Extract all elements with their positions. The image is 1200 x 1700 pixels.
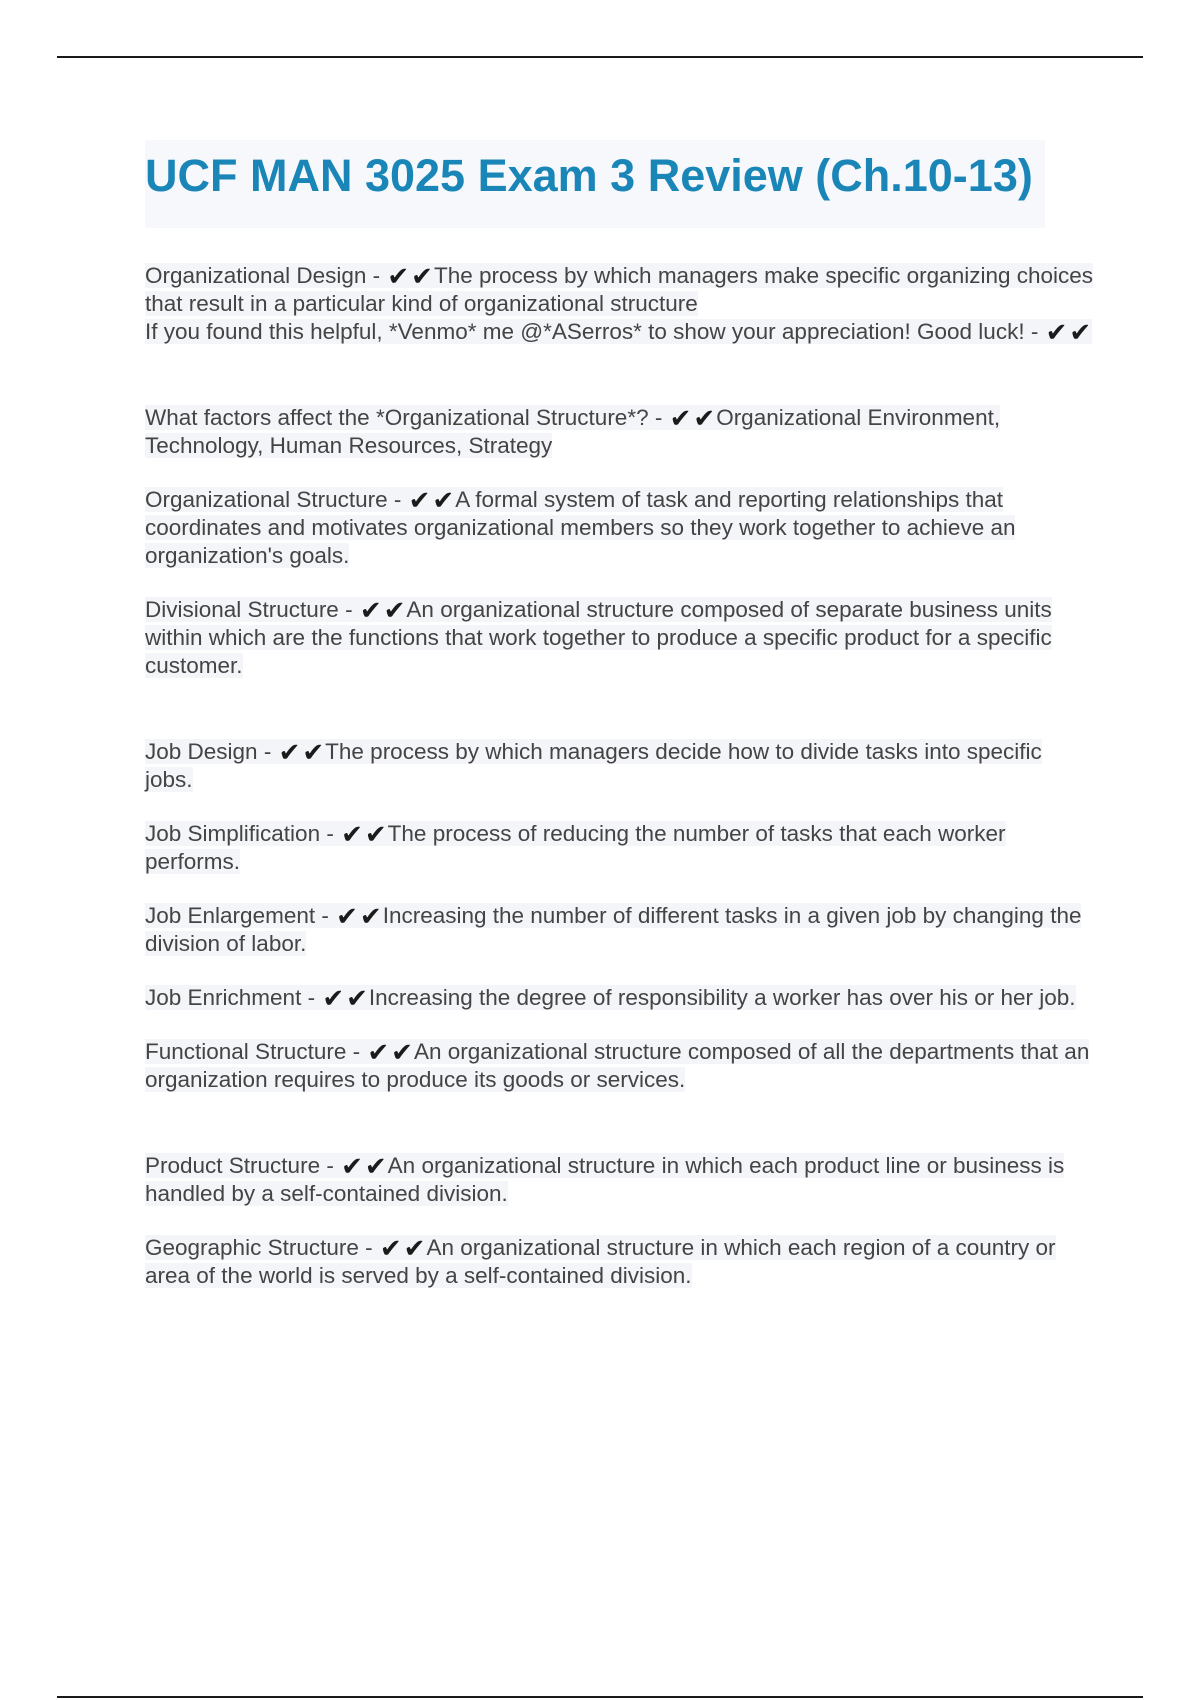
check-icon: ✔ [302,738,325,768]
entry-definition: A formal system of task and reporting relationships that coordinates and motivates organizational members so they work together to achieve an organization's goals. [145,487,1016,568]
top-rule [57,56,1143,58]
entry-term: Job Simplification - [145,821,341,846]
check-icon: ✔ [379,1234,402,1264]
flashcard-entry [145,596,1095,680]
entry-definition: Increasing the degree of responsibility a worker has over his or her job. [368,985,1076,1010]
check-icon: ✔ [359,596,382,626]
check-icon: ✔ [278,738,301,768]
check-icon: ✔ [336,902,358,932]
document-title: UCF MAN 3025 Exam 3 Review (Ch.10-13) [145,140,1045,228]
entry-definition: The process of reducing the number of tasks that each worker performs. [145,821,1006,874]
flashcard-entry [145,404,1095,460]
check-icon: ✔ [693,404,716,434]
entry-definition: An organizational structure in which each region of a country or area of the world is served by a self-contained division. [145,1235,1056,1288]
check-icon: ✔ [669,404,692,434]
document-body [145,140,1095,1290]
flashcard-entry [145,984,1095,1012]
check-icon: ✔ [364,1152,387,1182]
flashcard-entry [145,1152,1095,1208]
entry-definition: Increasing the number of different tasks in a given job by changing the division of labor. [145,903,1082,956]
entry-term: Functional Structure - [145,1039,367,1064]
check-icon: ✔ [341,820,363,850]
flashcard-entry [145,486,1095,570]
entry-term: Geographic Structure - [145,1235,379,1260]
check-icon: ✔ [1069,318,1092,348]
entry-term: Organizational Design - [145,263,387,288]
check-icon: ✔ [387,262,410,292]
entry-term: Organizational Structure - [145,487,408,512]
check-icon: ✔ [322,984,345,1014]
check-icon: ✔ [359,902,382,932]
check-icon: ✔ [364,820,387,850]
check-icon: ✔ [403,1234,426,1264]
entry-definition: Organizational Environment, Technology, Human Resources, Strategy [145,405,1001,458]
entry-term: Job Enlargement - [145,903,336,928]
check-icon: ✔ [391,1038,413,1068]
check-icon: ✔ [411,262,433,292]
entry-definition: An organizational structure in which each product line or business is handled by a self-contained division. [145,1153,1065,1206]
check-icon: ✔ [367,1038,390,1068]
check-icon: ✔ [408,486,431,516]
check-icon: ✔ [341,1152,363,1182]
flashcard-entry [145,738,1095,794]
entry-definition: The process by which managers decide how to divide tasks into specific jobs. [145,739,1042,792]
entry-term: What factors affect the *Organizational Structure*? - [145,405,669,430]
entry-definition: The process by which managers make specific organizing choices that result in a particular kind of organizational structure [145,263,1094,316]
check-icon: ✔ [383,596,406,626]
flashcard-entry [145,820,1095,876]
entry-term: Job Enrichment - [145,985,322,1010]
entry-definition: An organizational structure composed of all the departments that an organization requires to produce its goods or services. [145,1039,1090,1092]
entry-term: Job Design - [145,739,278,764]
entry-term: Product Structure - [145,1153,341,1178]
flashcard-entry [145,902,1095,958]
entry-term: Divisional Structure - [145,597,359,622]
check-icon: ✔ [432,486,455,516]
flashcard-entry [145,1234,1095,1290]
entry-definition: An organizational structure composed of separate business units within which are the functions that work together to produce a specific product for a specific customer. [145,597,1052,678]
bottom-rule [57,1696,1143,1698]
flashcard-entry [145,1038,1095,1094]
check-icon: ✔ [346,984,368,1014]
flashcard-entry [145,262,1095,346]
check-icon: ✔ [1045,318,1068,348]
entry-note: If you found this helpful, *Venmo* me @*ASerros* to show your appreciation! Good luck! - [145,319,1045,344]
